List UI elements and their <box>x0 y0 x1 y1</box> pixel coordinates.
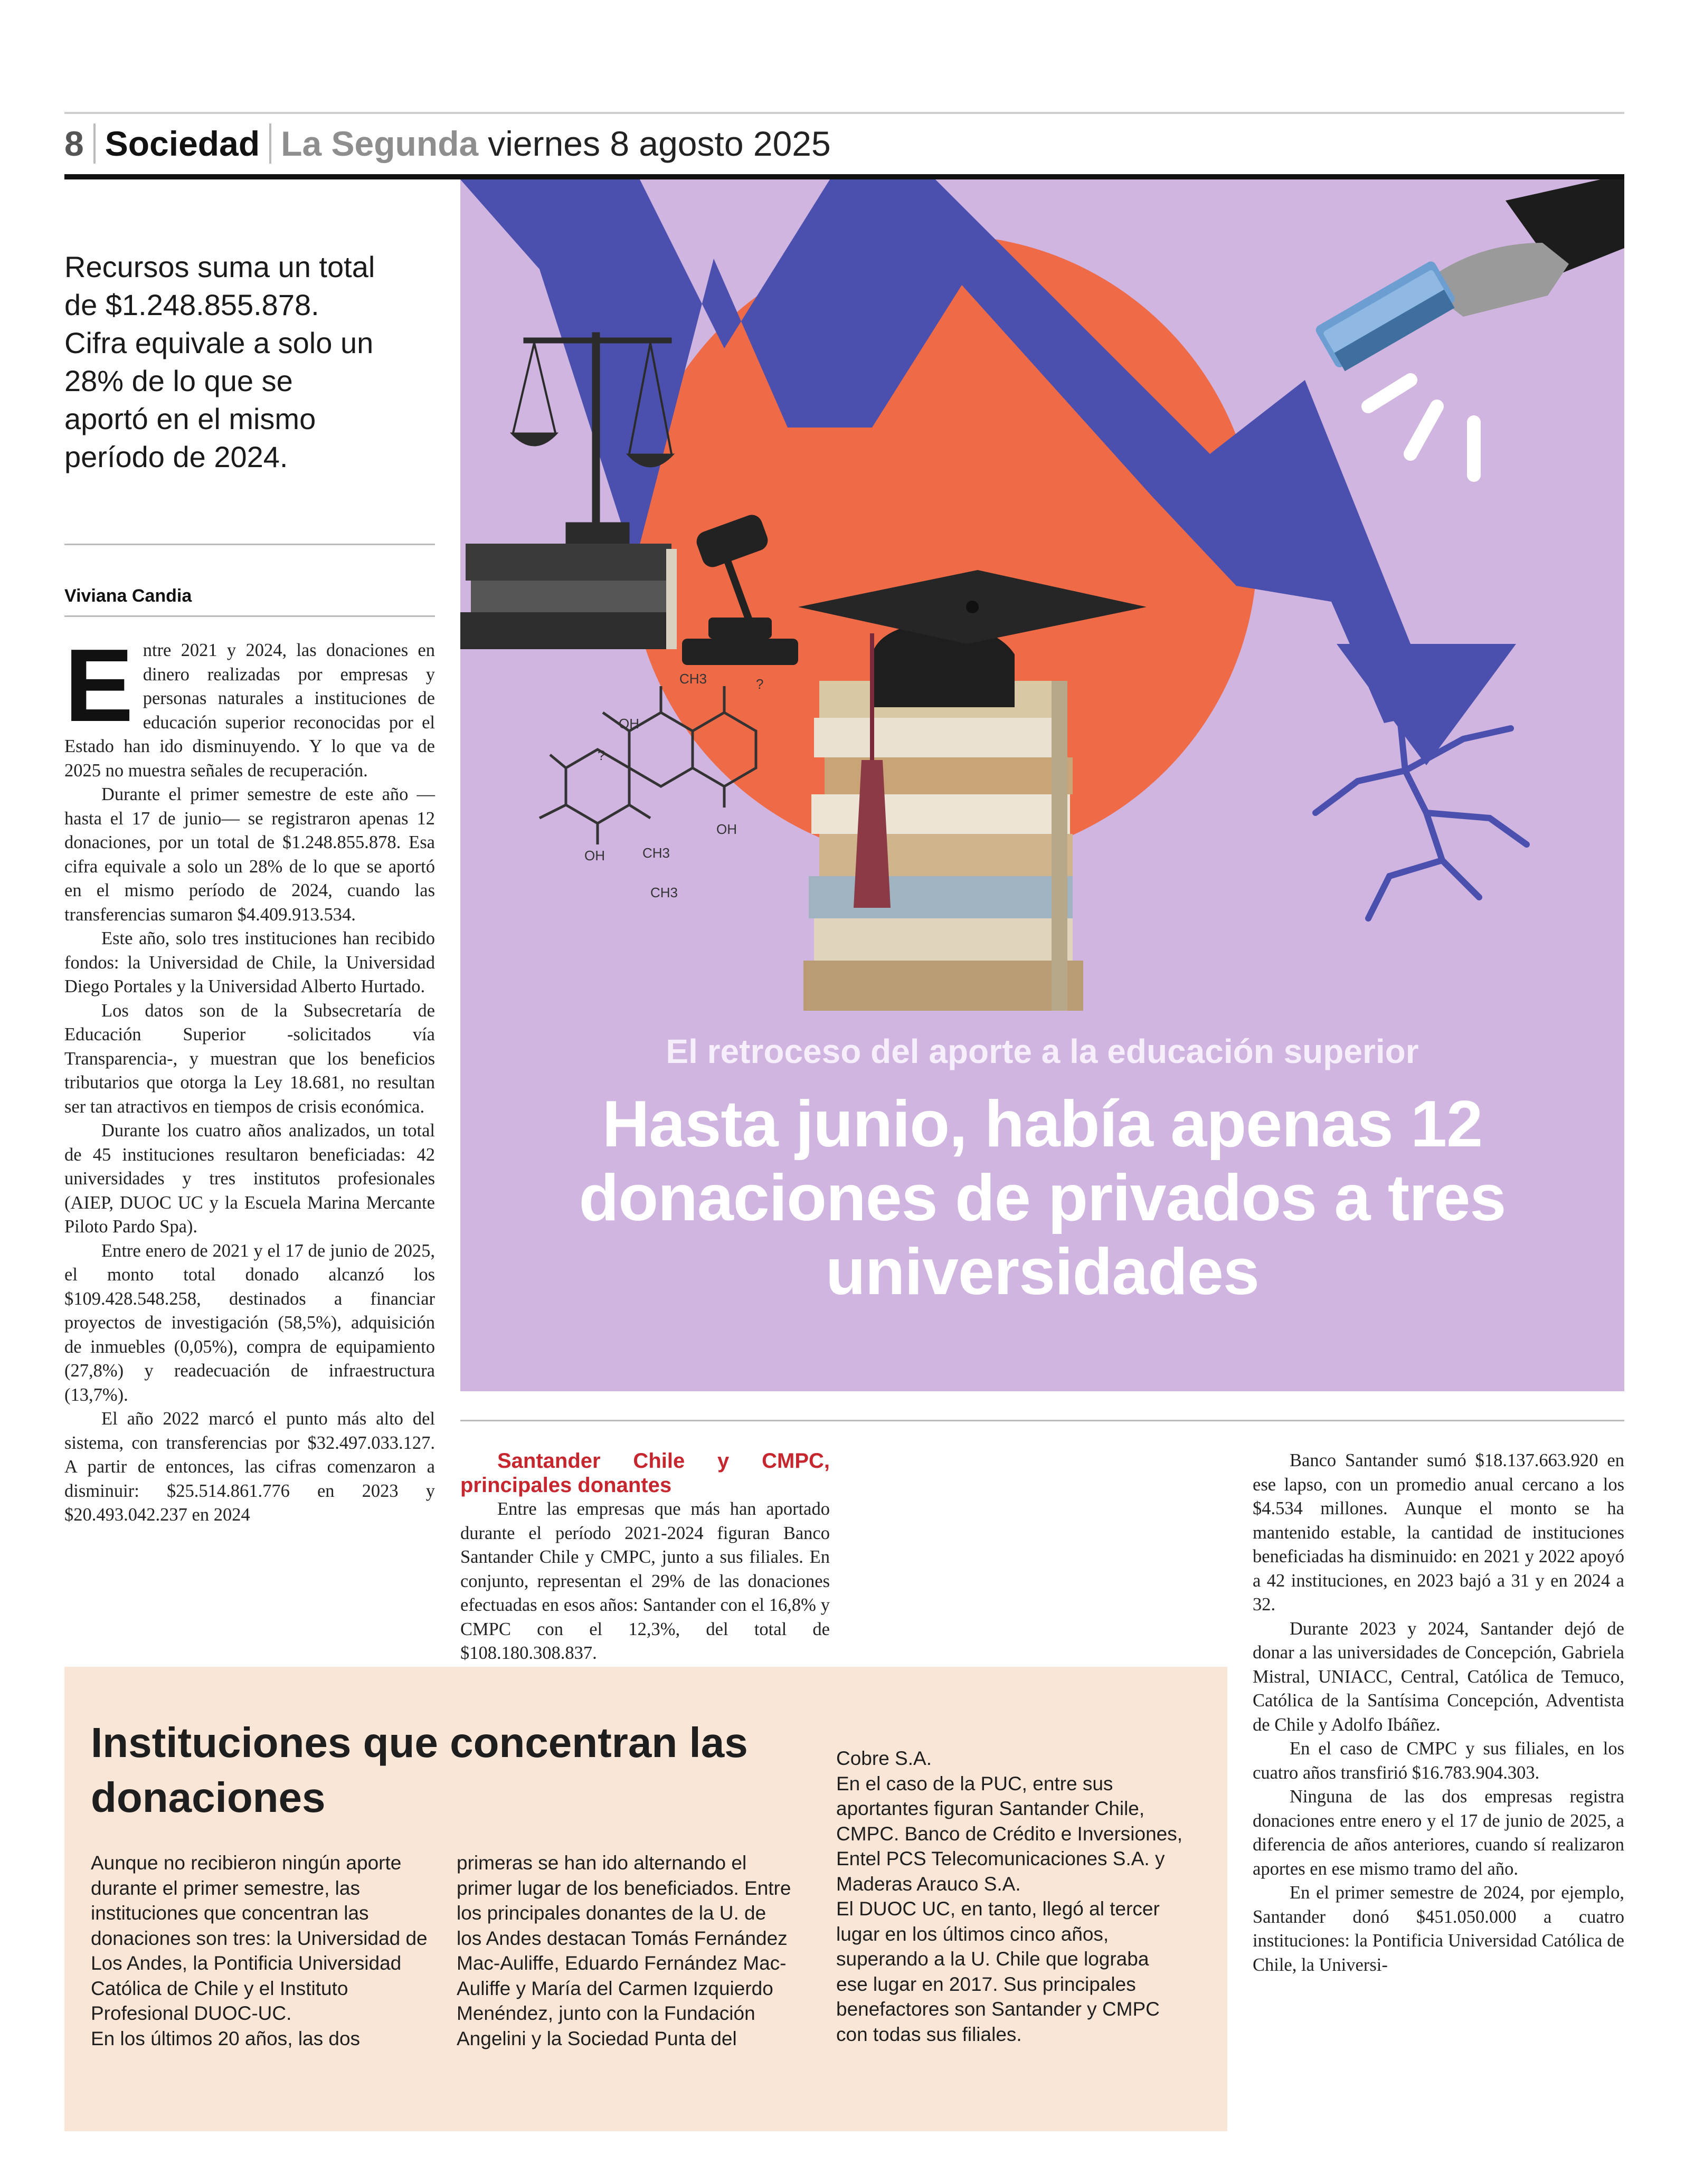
article-paragraph: El año 2022 marcó el punto más alto del sistema, con transferencias por $32.497.033.127. A partir de entonces, las cifras comenzaron a disminuir: $25.514.861.776 en 2023 y $20.493.042.237 en 2024 <box>64 1409 435 1525</box>
hero-kicker: El retroceso del aporte a la educación superior <box>666 1032 1419 1070</box>
box-paragraph: En los últimos 20 años, las dos <box>91 2027 361 2049</box>
article-column-2 <box>460 1449 830 1666</box>
chem-label: ? <box>598 747 605 763</box>
arrow-head-icon <box>1337 644 1516 765</box>
main-headline: Hasta junio, había apenas 12 donaciones de privados a tres universidades <box>579 1088 1506 1308</box>
article-paragraph: En el caso de CMPC y sus filiales, en los cuatro años transfirió $16.783.904.303. <box>1253 1739 1624 1783</box>
article-paragraph: Banco Santander sumó $18.137.663.920 en ese lapso, con un promedio anual cercano a los $4.534 millones. Aunque el monto se ha mantenido estable, la cantidad de instituciones beneficiadas ha disminuido: en 2021 y 2022 apoyó a 42 instituciones, en 2023 bajó a 31 y en 2024 a 32. <box>1253 1450 1624 1615</box>
box-paragraph: El DUOC UC, en tanto, llegó al tercer lugar en los últimos cinco años, superando a la U. Chile que lograba ese lugar en 2017. Sus principales benefactores son Santander y CMPC con todas sus filiales. <box>836 1898 1160 2045</box>
box-paragraph: En el caso de la PUC, entre sus aportantes figuran Santander Chile, CMPC. Banco de Crédito e Inversiones, Entel PCS Telecomunicaciones S.A. y Maderas Arauco S.A. <box>836 1772 1183 1895</box>
box-column-2: primeras se han ido alternando el primer lugar de los beneficiados. Entre los principales donantes de la U. de los Andes destacan Tomás Fernández Mac-Auliffe, Eduardo Fernández Mac-Auliffe y María del Carmen Izquierdo Menéndez, junto con la Fundación Angelini y la Sociedad Punta del <box>457 1852 791 2049</box>
article-paragraph: Los datos son de la Subsecretaría de Educación Superior -solicitados vía Transparencia-, y muestran que los beneficios tributarios que otorga la Ley 18.681, no resultan ser tan atractivos en tiempos de crisis económica. <box>64 1000 435 1117</box>
institutions-box <box>64 1667 1227 2131</box>
box-column-3 <box>836 1746 1185 2047</box>
article-paragraph: Durante el primer semestre de este año —hasta el 17 de junio— se registraron apenas 12 donaciones, por un total de $1.248.855.878. Esa cifra equivale a solo un 28% de lo que se aportó en el mismo período de 2024, cuando las transferencias sumaron $4.409.913.534. <box>64 784 435 925</box>
article-column-4 <box>1253 1449 1624 1977</box>
article-paragraph: Entre las empresas que más han aportado durante el período 2021-2024 figuran Banco Santander Chile y CMPC, junto a sus filiales. En conjunto, representan el 29% de las donaciones efectuadas en esos años: Santander con el 16,8% y CMPC con el 12,3%, del total de $108.180.308.837. <box>460 1499 830 1663</box>
publication-name[interactable]: La Segunda <box>281 124 479 163</box>
article-paragraph: Este año, solo tres instituciones han recibido fondos: la Universidad de Chile, la Universidad Diego Portales y la Universidad Alberto Hurtado. <box>64 928 435 996</box>
chem-label: ? <box>756 676 764 692</box>
header-bottom-rule <box>64 174 1624 179</box>
chem-label: CH3 <box>679 671 707 687</box>
chem-label: OH <box>584 848 605 863</box>
article-paragraph: Durante 2023 y 2024, Santander dejó de donar a las universidades de Concepción, Gabriela Mistral, UNIACC, Central, Católica de Temuco, Católica de la Santísima Concepción, Adventista de Chile y Adolfo Ibáñez. <box>1253 1618 1624 1735</box>
header-top-rule <box>64 112 1624 114</box>
issue-date: viernes 8 agosto 2025 <box>488 124 831 163</box>
article-paragraph: En el primer semestre de 2024, por ejemplo, Santander donó $451.050.000 a cuatro instituciones: la Pontificia Universidad Católica de Chile, la Universi- <box>1253 1883 1624 1975</box>
section-subhead: Santander Chile y CMPC, principales donantes <box>460 1449 830 1497</box>
byline: Viviana Candia <box>64 586 192 606</box>
article-paragraph: Durante los cuatro años analizados, un total de 45 instituciones resultaron beneficiadas: 42 universidades y tres institutos profesionales (AIEP, DUOC UC y la Escuela Marina Mercante Piloto Pardo Spa). <box>64 1121 435 1237</box>
lead-summary: Recursos suma un total de $1.248.855.878. Cifra equivale a solo un 28% de lo que se aportó en el mismo período de 2024. <box>64 250 375 473</box>
chem-label: CH3 <box>642 845 670 861</box>
article-paragraph: Entre enero de 2021 y el 17 de junio de 2025, el monto total donado alcanzó los $109.428.548.258, destinados a financiar proyectos de investigación (58,5%), adquisición de inmuebles (0,05%), compra de equipamiento (27,8%) y readecuación de infraestructura (13,7%). <box>64 1240 435 1405</box>
box-paragraph: Aunque no recibieron ningún aporte durante el primer semestre, las instituciones que concentran las donaciones son tres: la Universidad de Los Andes, la Pontificia Universidad Católica de Chile y el Instituto Profesional DUOC-UC. <box>91 1852 428 2024</box>
chem-label: OH <box>619 716 639 732</box>
drop-cap: E <box>64 628 134 743</box>
stacked-books-icon <box>460 544 677 649</box>
box-title: Instituciones que concentran las donaciones <box>91 1719 748 1821</box>
section-name[interactable]: Sociedad <box>96 124 271 164</box>
lead-divider <box>64 544 435 545</box>
hero-illustration <box>460 179 1624 1391</box>
box-paragraph: Cobre S.A. <box>836 1748 932 1769</box>
chem-label: OH <box>716 821 737 837</box>
page-number: 8 <box>64 124 96 164</box>
article-paragraph: Entre 2021 y 2024, las donaciones en dinero realizadas por empresas y personas naturales a instituciones de educación superior reconocidas por el Estado han ido disminuyendo. Y lo que va de 2025 no muestra señales de recuperación. <box>64 628 435 781</box>
byline-divider <box>64 615 435 617</box>
article-column-1 <box>64 628 435 1527</box>
chem-label: CH3 <box>650 885 678 900</box>
box-column-1 <box>91 1850 429 2051</box>
article-paragraph: Ninguna de las dos empresas registra donaciones entre enero y el 17 de junio de 2025, a diferencia de años anteriores, cuando sí realizaron aportes en ese mismo tramo del año. <box>1253 1787 1624 1879</box>
columns-divider <box>460 1420 1624 1421</box>
page-header <box>64 117 831 170</box>
hand-money-icon <box>1314 179 1624 475</box>
